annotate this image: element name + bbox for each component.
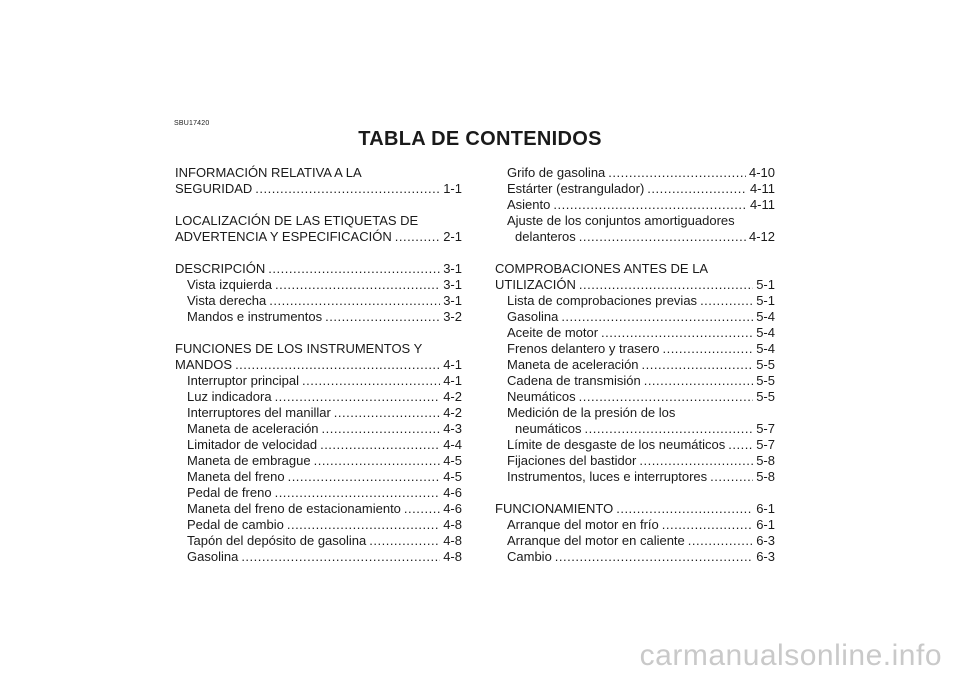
toc-entry-page: 4-8 <box>443 517 462 532</box>
toc-entry-title: Instrumentos, luces e interruptores <box>507 469 708 484</box>
toc-entry[interactable] <box>495 501 775 517</box>
toc-entry-title: Maneta de aceleración <box>507 357 639 372</box>
toc-section-funcionamiento <box>495 501 775 565</box>
toc-right-column <box>495 165 775 581</box>
toc-entry-title: Grifo de gasolina <box>507 165 606 180</box>
toc-entry-title: Pedal de freno <box>187 485 272 500</box>
dot-leader <box>579 229 746 245</box>
dot-leader <box>268 261 440 277</box>
toc-left-column <box>175 165 462 581</box>
toc-entry-page: 6-3 <box>756 533 775 548</box>
toc-entry-page: 4-5 <box>443 469 462 484</box>
toc-subentry-line[interactable]: Ajuste de los conjuntos amortiguadores <box>507 213 735 228</box>
toc-subentry[interactable] <box>495 229 775 245</box>
toc-entry-title: Limitador de velocidad <box>187 437 318 452</box>
toc-subentry[interactable] <box>175 501 462 517</box>
dot-leader <box>700 293 753 309</box>
toc-entry-page: 4-4 <box>443 437 462 452</box>
toc-entry-title: ADVERTENCIA Y ESPECIFICACIÓN <box>175 229 392 244</box>
toc-entry-page: 5-4 <box>756 309 775 324</box>
toc-subentry[interactable] <box>175 469 462 485</box>
watermark: carmanualsonline.info <box>639 639 942 672</box>
dot-leader <box>647 181 747 197</box>
dot-leader <box>579 277 753 293</box>
document-code: SBU17420 <box>174 120 210 127</box>
dot-leader <box>288 469 441 485</box>
toc-heading-line: FUNCIONES DE LOS INSTRUMENTOS Y <box>175 341 423 356</box>
toc-subentry[interactable] <box>495 421 775 437</box>
toc-entry[interactable] <box>175 181 462 197</box>
toc-subentry[interactable] <box>175 389 462 405</box>
toc-entry-page: 4-1 <box>443 357 462 372</box>
toc-entry-page: 5-7 <box>756 421 775 436</box>
toc-section-seguridad <box>175 165 462 197</box>
toc-subentry[interactable] <box>495 469 775 485</box>
toc-entry-title: DESCRIPCIÓN <box>175 261 266 276</box>
dot-leader <box>710 469 753 485</box>
toc-section-etiquetas <box>175 213 462 245</box>
toc-entry-page: 4-6 <box>443 501 462 516</box>
dot-leader <box>325 309 440 325</box>
dot-leader <box>275 389 441 405</box>
toc-entry-title: Vista izquierda <box>187 277 273 292</box>
toc-entry-title: Aceite de motor <box>507 325 599 340</box>
toc-subentry[interactable] <box>495 533 775 549</box>
toc-entry-page: 4-3 <box>443 421 462 436</box>
toc-entry-title: Maneta del freno <box>187 469 285 484</box>
toc-entry-page: 4-6 <box>443 485 462 500</box>
dot-leader <box>369 533 440 549</box>
toc-section-continued <box>495 165 775 245</box>
dot-leader <box>553 197 747 213</box>
toc-subentry[interactable] <box>175 309 462 325</box>
toc-entry-page: 5-1 <box>756 293 775 308</box>
toc-entry-title: Estárter (estrangulador) <box>507 181 645 196</box>
dot-leader <box>601 325 753 341</box>
toc-entry-title: Lista de comprobaciones previas <box>507 293 698 308</box>
toc-entry-page: 4-5 <box>443 453 462 468</box>
toc-entry-page: 4-8 <box>443 533 462 548</box>
toc-entry-page: 3-1 <box>443 277 462 292</box>
toc-entry-title: Interruptor principal <box>187 373 299 388</box>
toc-subentry[interactable] <box>495 293 775 309</box>
toc-entry-page: 4-2 <box>443 405 462 420</box>
toc-entry-title: Pedal de cambio <box>187 517 284 532</box>
toc-entry-title: Asiento <box>507 197 551 212</box>
toc-subentry[interactable] <box>175 277 462 293</box>
toc-entry-title: delanteros <box>515 229 576 244</box>
toc-subentry-line[interactable]: Medición de la presión de los <box>507 405 676 420</box>
dot-leader <box>395 229 440 245</box>
toc-entry-title: Vista derecha <box>187 293 267 308</box>
dot-leader <box>642 357 754 373</box>
toc-entry-page: 6-3 <box>756 549 775 564</box>
dot-leader <box>275 277 440 293</box>
toc-entry-page: 4-11 <box>749 181 775 196</box>
dot-leader <box>269 293 440 309</box>
toc-entry-page: 5-5 <box>756 357 775 372</box>
toc-entry-title: Gasolina <box>507 309 559 324</box>
toc-subentry[interactable] <box>175 421 462 437</box>
dot-leader <box>275 485 441 501</box>
toc-entry-title: Tapón del depósito de gasolina <box>187 533 367 548</box>
toc-entry-title: Gasolina <box>187 549 239 564</box>
toc-subentry[interactable] <box>175 437 462 453</box>
toc-entry-page: 1-1 <box>443 181 462 196</box>
dot-leader <box>314 453 441 469</box>
toc-entry-title: SEGURIDAD <box>175 181 253 196</box>
toc-heading-line: LOCALIZACIÓN DE LAS ETIQUETAS DE <box>175 213 419 228</box>
toc-entry-page: 5-4 <box>756 325 775 340</box>
toc-entry[interactable] <box>175 261 462 277</box>
toc-subentry[interactable] <box>175 373 462 389</box>
dot-leader <box>404 501 440 517</box>
toc-entry-title: Neumáticos <box>507 389 576 404</box>
dot-leader <box>302 373 440 389</box>
toc-subentry[interactable] <box>495 357 775 373</box>
toc-entry-title: Límite de desgaste de los neumáticos <box>507 437 726 452</box>
dot-leader <box>616 501 753 517</box>
dot-leader <box>555 549 753 565</box>
toc-entry-page: 4-11 <box>749 197 775 212</box>
dot-leader <box>688 533 753 549</box>
toc-subentry[interactable] <box>495 373 775 389</box>
dot-leader <box>320 437 440 453</box>
toc-subentry[interactable] <box>175 405 462 421</box>
toc-subentry[interactable] <box>495 309 775 325</box>
toc-subentry[interactable] <box>495 437 775 453</box>
toc-entry-title: Mandos e instrumentos <box>187 309 323 324</box>
toc-entry-page: 5-8 <box>756 469 775 484</box>
toc-subentry[interactable] <box>175 453 462 469</box>
toc-entry-page: 6-1 <box>756 517 775 532</box>
toc-entry-page: 4-2 <box>443 389 462 404</box>
toc-subentry[interactable] <box>495 389 775 405</box>
dot-leader <box>644 373 754 389</box>
toc-entry[interactable] <box>175 357 462 373</box>
toc-entry-page: 5-4 <box>756 341 775 356</box>
dot-leader <box>241 549 440 565</box>
toc-entry-title: UTILIZACIÓN <box>495 277 576 292</box>
toc-subentry[interactable] <box>495 325 775 341</box>
toc-entry-page: 4-10 <box>748 165 775 180</box>
dot-leader <box>584 421 753 437</box>
toc-heading-line: COMPROBACIONES ANTES DE LA <box>495 261 709 276</box>
toc-entry-page: 5-1 <box>756 277 775 292</box>
dot-leader <box>334 405 440 421</box>
toc-entry-title: Maneta de embrague <box>187 453 311 468</box>
toc-subentry[interactable] <box>175 517 462 533</box>
toc-entry-title: Interruptores del manillar <box>187 405 331 420</box>
toc-entry-title: Fijaciones del bastidor <box>507 453 637 468</box>
toc-subentry[interactable] <box>175 533 462 549</box>
dot-leader <box>561 309 753 325</box>
toc-subentry[interactable] <box>495 549 775 565</box>
toc-entry-title: Luz indicadora <box>187 389 272 404</box>
toc-entry-page: 5-5 <box>756 373 775 388</box>
toc-entry-page: 3-1 <box>443 261 462 276</box>
toc-entry-title: Maneta del freno de estacionamiento <box>187 501 401 516</box>
toc-entry-title: neumáticos <box>515 421 582 436</box>
toc-entry-page: 4-12 <box>748 229 775 244</box>
toc-subentry[interactable] <box>495 197 775 213</box>
toc-section-comprobaciones <box>495 261 775 485</box>
toc-entry-title: Arranque del motor en frío <box>507 517 659 532</box>
toc-entry-page: 5-5 <box>756 389 775 404</box>
toc-subentry[interactable] <box>175 485 462 501</box>
dot-leader <box>662 517 753 533</box>
toc-subentry[interactable] <box>495 453 775 469</box>
toc-entry-title: Arranque del motor en caliente <box>507 533 685 548</box>
toc-section-funciones <box>175 341 462 565</box>
toc-entry-page: 4-8 <box>443 549 462 564</box>
toc-subentry[interactable] <box>175 293 462 309</box>
dot-leader <box>322 421 441 437</box>
toc-entry-title: Cadena de transmisión <box>507 373 641 388</box>
toc-entry-page: 3-1 <box>443 293 462 308</box>
dot-leader <box>255 181 440 197</box>
dot-leader <box>235 357 440 373</box>
toc-entry-title: MANDOS <box>175 357 233 372</box>
toc-subentry[interactable] <box>495 517 775 533</box>
toc-entry-title: Cambio <box>507 549 552 564</box>
toc-entry-title: Maneta de aceleración <box>187 421 319 436</box>
toc-entry-page: 4-1 <box>443 373 462 388</box>
dot-leader <box>608 165 746 181</box>
dot-leader <box>287 517 440 533</box>
dot-leader <box>639 453 753 469</box>
toc-subentry[interactable] <box>495 181 775 197</box>
toc-subentry[interactable] <box>175 549 462 565</box>
toc-entry[interactable] <box>495 277 775 293</box>
dot-leader <box>728 437 753 453</box>
toc-entry-page: 5-7 <box>756 437 775 452</box>
toc-subentry[interactable] <box>495 341 775 357</box>
toc-entry-page: 2-1 <box>443 229 462 244</box>
dot-leader <box>579 389 754 405</box>
toc-section-descripcion <box>175 261 462 325</box>
toc-subentry[interactable] <box>495 165 775 181</box>
page-title: TABLA DE CONTENIDOS <box>358 128 602 150</box>
dot-leader <box>662 341 753 357</box>
toc-entry-page: 3-2 <box>443 309 462 324</box>
toc-entry-page: 6-1 <box>756 501 775 516</box>
toc-entry[interactable] <box>175 229 462 245</box>
toc-entry-title: FUNCIONAMIENTO <box>495 501 614 516</box>
toc-entry-page: 5-8 <box>756 453 775 468</box>
toc-heading-line: INFORMACIÓN RELATIVA A LA <box>175 165 362 180</box>
toc-entry-title: Frenos delantero y trasero <box>507 341 660 356</box>
